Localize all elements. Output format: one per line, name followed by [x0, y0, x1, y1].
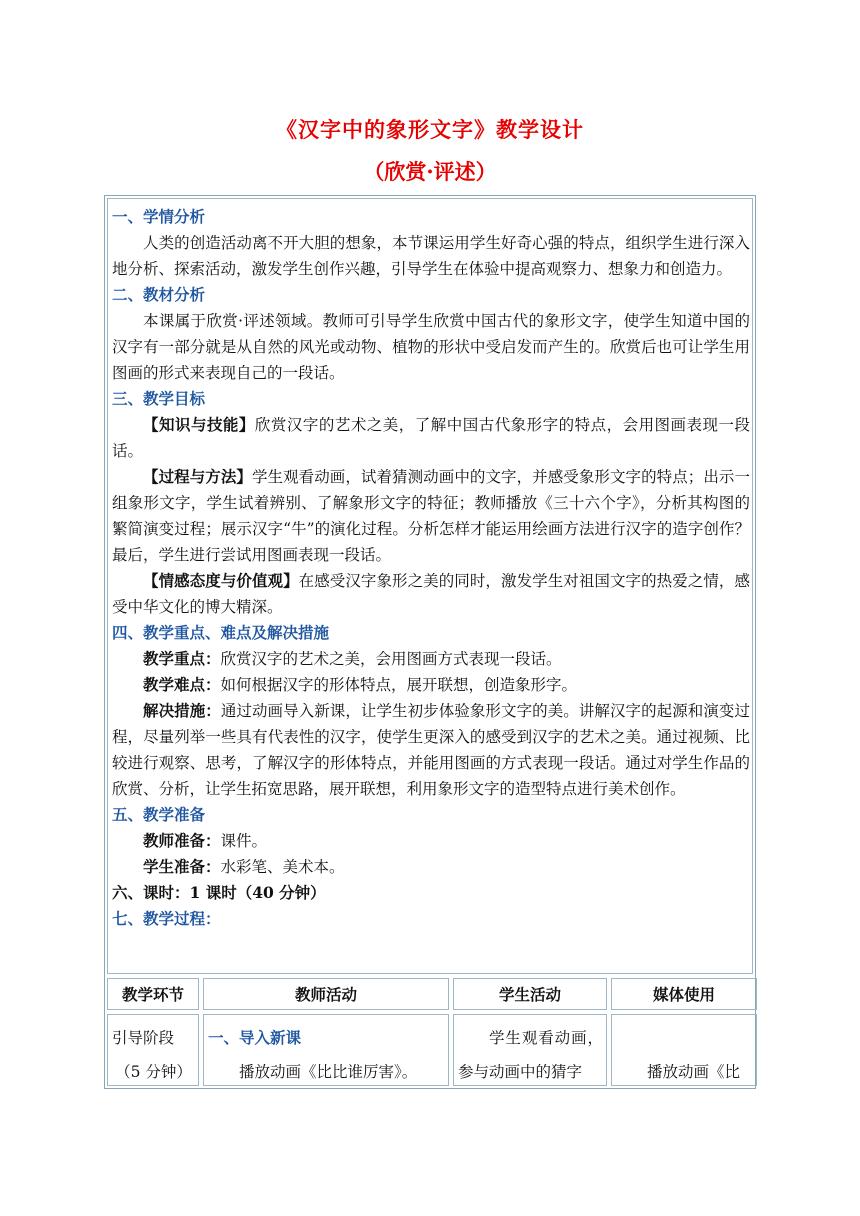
lesson-plan-body	[107, 198, 753, 974]
column-header-teacher-activity: 教师活动	[203, 978, 449, 1010]
class-hours-label: 六、课时：	[112, 883, 190, 902]
media-cell	[611, 1014, 757, 1086]
objective-process-text: 学生观看动画，试着猜测动画中的文字，并感受象形文字的特点；出示一组象形文字，学生试着辨别、了解象形文字的特征；教师播放《三十六个字》，分析其构图的繁简演变过程；展示汉字“牛”的演化过程。分析怎样才能运用绘画方法进行汉字的造字创作？最后，学生进行尝试用图画表现一段话。	[112, 468, 750, 564]
teacher-preparation-label: 教师准备：	[143, 831, 221, 850]
objective-process	[112, 464, 750, 568]
objective-emotion-text: 在感受汉字象形之美的同时，激发学生对祖国文字的热爱之情，感受中华文化的博大精深。	[112, 572, 750, 616]
teacher-activity-text: 播放动画《比比谁厉害》。	[239, 1063, 418, 1081]
objective-process-label: 【过程与方法】	[143, 467, 252, 486]
solution-label: 解决措施：	[143, 701, 221, 720]
section-heading-learner-analysis: 一、学情分析	[112, 207, 206, 226]
key-point-label: 教学重点：	[143, 649, 221, 668]
process-table	[107, 978, 753, 1086]
key-point	[112, 646, 750, 672]
lesson-plan-frame	[104, 195, 756, 1089]
student-preparation-text: 水彩笔、美术本。	[220, 858, 345, 876]
document-title: 《汉字中的象形文字》教学设计	[276, 117, 584, 142]
stage-cell	[107, 1014, 199, 1086]
student-preparation-label: 学生准备：	[143, 857, 221, 876]
material-analysis-text: 本课属于欣赏·评述领域。教师可引导学生欣赏中国古代的象形文字，使学生知道中国的汉字有一部分就是从自然的风光或动物、植物的形状中受启发而产生的。欣赏后也可让学生用图画的形式来表现自己的一段话。	[112, 312, 750, 382]
objective-knowledge-label: 【知识与技能】	[143, 415, 255, 434]
student-preparation	[112, 854, 750, 880]
media-usage-text: 播放动画《比	[647, 1063, 741, 1081]
objective-emotion	[112, 568, 750, 620]
teacher-preparation-text: 课件。	[220, 832, 268, 850]
objective-knowledge-text: 欣赏汉字的艺术之美，了解中国古代象形字的特点，会用图画表现一段话。	[112, 416, 750, 460]
class-hours	[112, 880, 750, 906]
objective-knowledge	[112, 412, 750, 464]
student-activity-cell	[453, 1014, 607, 1086]
teacher-activity-heading: 一、导入新课	[208, 1028, 302, 1047]
section-heading-material-analysis: 二、教材分析	[112, 285, 206, 304]
difficult-point-label: 教学难点：	[143, 675, 221, 694]
difficult-point-text: 如何根据汉字的形体特点，展开联想，创造象形字。	[220, 676, 578, 694]
column-header-media: 媒体使用	[611, 978, 757, 1010]
section-heading-preparation: 五、教学准备	[112, 805, 206, 824]
section-heading-objectives: 三、教学目标	[112, 389, 206, 408]
teacher-activity-cell	[203, 1014, 449, 1086]
student-activity-text: 学生观看动画，参与动画中的猜字	[458, 1029, 603, 1081]
solution	[112, 698, 750, 802]
difficult-point	[112, 672, 750, 698]
learner-analysis-text: 人类的创造活动离不开大胆的想象，本节课运用学生好奇心强的特点，组织学生进行深入地分析、探索活动，激发学生创作兴趣，引导学生在体验中提高观察力、想象力和创造力。	[112, 234, 750, 278]
teacher-preparation	[112, 828, 750, 854]
objective-emotion-label: 【情感态度与价值观】	[143, 571, 299, 590]
stage-duration: （5 分钟）	[115, 1063, 192, 1081]
class-hours-text: 1 课时（40 分钟）	[189, 883, 326, 902]
section-heading-key-points: 四、教学重点、难点及解决措施	[112, 623, 330, 642]
solution-text: 通过动画导入新课，让学生初步体验象形文字的美。讲解汉字的起源和演变过程，尽量列举一些具有代表性的汉字，使学生更深入的感受到汉字的艺术之美。通过视频、比较进行观察、思考，了解汉字的形体特点，并能用图画的方式表现一段话。通过对学生作品的欣赏、分析，让学生拓宽思路，展开联想，利用象形文字的造型特点进行美术创作。	[112, 702, 750, 798]
key-point-text: 欣赏汉字的艺术之美，会用图画方式表现一段话。	[220, 650, 562, 668]
document-subtitle: （欣赏·评述）	[363, 159, 497, 184]
column-header-stage: 教学环节	[107, 978, 199, 1010]
stage-name: 引导阶段	[112, 1029, 175, 1047]
column-header-student-activity: 学生活动	[453, 978, 607, 1010]
section-heading-process: 七、教学过程：	[112, 909, 221, 928]
